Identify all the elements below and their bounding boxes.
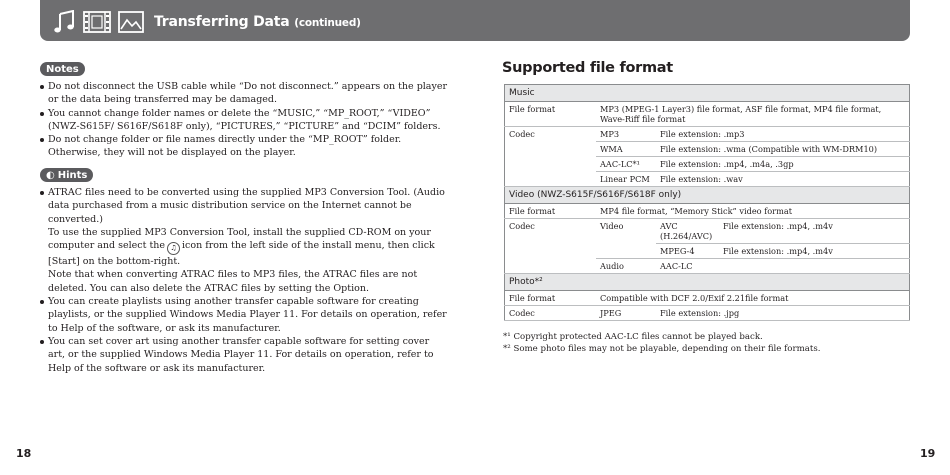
music-note-icon	[54, 10, 76, 34]
row-value: Compatible with DCF 2.0/Exif 2.21file format	[596, 291, 910, 306]
table-row	[505, 127, 910, 142]
row-label: Codec	[509, 129, 535, 139]
page-number-left: 18	[16, 447, 32, 460]
photo-icon	[118, 11, 144, 33]
codec-ext: File extension: .mp4, .m4v	[719, 219, 910, 244]
table-row	[505, 142, 910, 157]
notes-list	[38, 80, 448, 160]
table-section-header	[505, 85, 910, 102]
note-item: Do not change folder or file names directly under the “MP_ROOT” folder. Otherwise, they will not be displayed on the player.	[38, 133, 448, 160]
footnote: *¹ Copyright protected AAC-LC files cannot be played back.	[503, 332, 763, 342]
hints-label	[40, 168, 93, 182]
row-label: File format	[505, 204, 597, 219]
video-film-icon	[83, 11, 111, 33]
table-row	[505, 291, 910, 306]
codec-group: Video	[600, 221, 624, 231]
row-value: MP4 file format, “Memory Stick” video format	[596, 204, 910, 219]
supported-format-table	[504, 84, 910, 321]
codec-name: AAC-LC*¹	[596, 157, 656, 172]
hint-item: ATRAC files need to be converted using the supplied MP3 Conversion Tool. (Audio data purchased from a music distribution service on the Internet cannot be converted.)	[38, 186, 448, 226]
table-row	[505, 219, 910, 244]
table-row	[505, 204, 910, 219]
hint-item-detail	[38, 226, 448, 269]
section-header	[40, 0, 910, 41]
page-number-right: 19	[920, 447, 936, 460]
table-section-header	[505, 187, 910, 204]
codec-ext: File extension: .wma (Compatible with WM-DRM10)	[656, 142, 910, 157]
notes-label	[40, 62, 85, 76]
table-row	[505, 172, 910, 187]
photo-heading: Photo*²	[505, 274, 910, 291]
hint-item: You can create playlists using another transfer capable software for creating playlists, or the supplied Windows Media Player 11. For details on operation, refer to Help of the software, or ask its manufacturer.	[38, 295, 448, 335]
codec-ext: File extension: .mp3	[656, 127, 910, 142]
table-row	[505, 244, 910, 259]
video-heading: Video (NWZ-S615F/S616F/S618F only)	[505, 187, 910, 204]
hint-item-note: Note that when converting ATRAC files to MP3 files, the ATRAC files are not deleted. You can also delete the ATRAC files by setting the Option.	[48, 269, 418, 294]
header-icons	[54, 9, 144, 35]
hint-item: You can set cover art using another transfer capable software for setting cover art, or the supplied Windows Media Player 11. For details on operation, refer to Help of the software or ask its manufacturer.	[38, 335, 448, 375]
lightbulb-icon: ◐	[46, 169, 55, 181]
codec-ext: File extension: .mp4, .m4a, .3gp	[656, 157, 910, 172]
note-item: You cannot change folder names or delete the “MUSIC,” “MP_ROOT,” “VIDEO” (NWZ-S615F/ S616F/S618F only), “PICTURES,” “PICTURE” and “DCIM” folders.	[38, 107, 448, 134]
codec-ext: File extension: .wav	[656, 172, 910, 187]
supported-format-title: Supported file format	[502, 60, 673, 76]
hint-text: To use the supplied MP3 Conversion Tool, install the supplied CD-ROM on your computer and select the	[48, 226, 431, 252]
table-row	[505, 157, 910, 172]
page-title	[154, 14, 361, 30]
table-section-header	[505, 274, 910, 291]
codec-name: MPEG-4	[656, 244, 719, 259]
codec-name: MP3	[596, 127, 656, 142]
row-label: File format	[505, 102, 597, 127]
codec-name: Linear PCM	[596, 172, 656, 187]
codec-name: JPEG	[596, 306, 656, 321]
codec-name: WMA	[596, 142, 656, 157]
table-row	[505, 306, 910, 321]
row-label: Codec	[505, 306, 597, 321]
table-row	[505, 259, 910, 274]
hints-label-text: Hints	[57, 169, 88, 181]
footnotes	[503, 332, 820, 355]
notes-label-text: Notes	[46, 63, 79, 75]
music-heading: Music	[505, 85, 910, 102]
title-text: Transferring Data	[154, 14, 290, 30]
codec-name: AVC (H.264/AVC)	[656, 219, 719, 244]
hint-text: icon from the left side of the install menu, then click [Start] on the bottom-right.	[48, 240, 435, 268]
row-label: Codec	[509, 221, 535, 231]
footnote: *² Some photo files may not be playable, depending on their file formats.	[503, 343, 821, 354]
note-item: Do not disconnect the USB cable while “Do not disconnect.” appears on the player or the data being transferred may be damaged.	[38, 80, 448, 107]
row-label: File format	[505, 291, 597, 306]
row-value: MP3 (MPEG-1 Layer3) file format, ASF file format, MP4 file format, Wave-Riff file format	[596, 102, 910, 127]
title-continued: (continued)	[294, 17, 361, 29]
hints-list	[38, 186, 448, 375]
codec-group: Audio	[596, 259, 656, 274]
codec-ext: File extension: .jpg	[656, 306, 910, 321]
codec-name: AAC-LC	[656, 259, 910, 274]
table-row	[505, 102, 910, 127]
install-menu-icon: ♫	[167, 242, 180, 255]
codec-ext: File extension: .mp4, .m4v	[719, 244, 910, 259]
